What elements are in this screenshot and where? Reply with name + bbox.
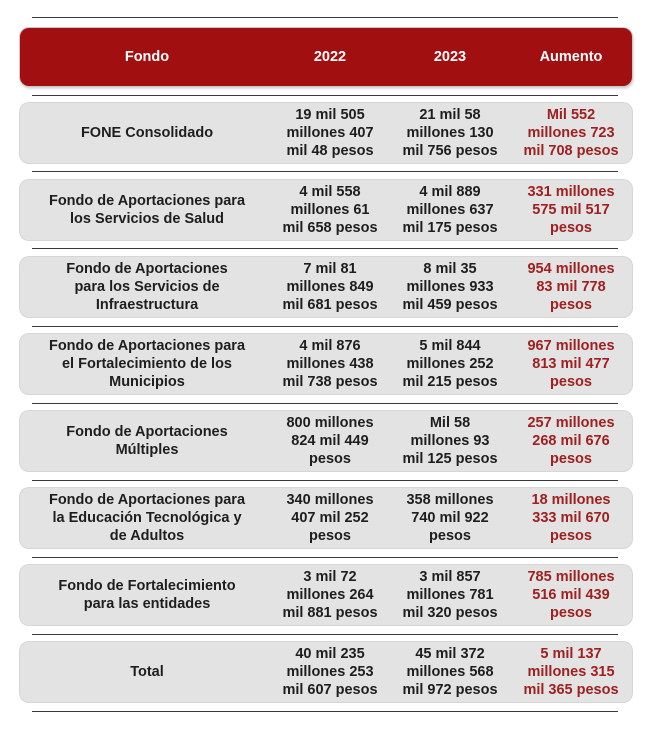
cell-aumento (510, 491, 632, 545)
cell-line: para las entidades (83, 596, 211, 612)
cell-line: 21 mil 58 (419, 107, 481, 123)
cell-line: 333 mil 670 (532, 510, 610, 526)
cell-y2022 (270, 491, 390, 545)
cell-line: Municipios (109, 374, 185, 390)
cell-fondo (20, 577, 270, 613)
cell-line: Infraestructura (95, 297, 199, 313)
cell-line: pesos (550, 528, 592, 544)
table-header (20, 28, 632, 86)
cell-line: mil 972 pesos (402, 682, 498, 698)
bottom-rule (32, 711, 618, 712)
cell-line: 575 mil 517 (532, 202, 610, 218)
cell-line: millones 849 (286, 279, 374, 295)
cell-y2022 (270, 414, 390, 468)
cell-line: mil 459 pesos (402, 297, 498, 313)
cell-line: 3 mil 857 (419, 569, 481, 585)
cell-line: 83 mil 778 (536, 279, 606, 295)
cell-y2022 (270, 260, 390, 314)
cell-line: millones 93 (410, 433, 490, 449)
cell-line: pesos (309, 451, 351, 467)
cell-line: mil 365 pesos (523, 682, 619, 698)
table-row (20, 642, 632, 702)
table-row (20, 411, 632, 471)
cell-line: millones 253 (286, 664, 374, 680)
cell-line: Fondo de Aportaciones (66, 424, 228, 440)
cell-line: mil 881 pesos (282, 605, 378, 621)
cell-aumento (510, 645, 632, 699)
cell-line: millones 315 (527, 664, 615, 680)
cell-fondo (20, 124, 270, 142)
cell-line: mil 125 pesos (402, 451, 498, 467)
cell-line: millones 130 (406, 125, 494, 141)
cell-line: 5 mil 137 (540, 646, 602, 662)
cell-y2022 (270, 337, 390, 391)
header-rule (32, 95, 618, 96)
cell-y2023 (390, 568, 510, 622)
cell-line: 813 mil 477 (532, 356, 610, 372)
header-fondo: Fondo (124, 49, 170, 65)
cell-aumento (510, 337, 632, 391)
cell-line: pesos (429, 528, 471, 544)
cell-aumento (510, 106, 632, 160)
cell-line: millones 933 (406, 279, 494, 295)
cell-line: 18 millones (531, 492, 611, 508)
row-rule (32, 248, 618, 249)
cell-fondo (20, 260, 270, 314)
cell-line: 4 mil 876 (299, 338, 361, 354)
header-2022: 2022 (313, 49, 347, 65)
cell-line: pesos (550, 605, 592, 621)
cell-line: mil 215 pesos (402, 374, 498, 390)
cell-line: millones 407 (286, 125, 374, 141)
cell-line: Total (130, 664, 164, 680)
cell-line: 407 mil 252 (291, 510, 369, 526)
cell-y2023 (390, 414, 510, 468)
cell-line: millones 723 (527, 125, 615, 141)
cell-line: Múltiples (115, 442, 179, 458)
cell-line: mil 48 pesos (286, 143, 374, 159)
cell-aumento (510, 414, 632, 468)
cell-line: pesos (309, 528, 351, 544)
cell-y2023 (390, 645, 510, 699)
table-row (20, 180, 632, 240)
cell-y2023 (390, 337, 510, 391)
table-row (20, 103, 632, 163)
cell-y2022 (270, 106, 390, 160)
cell-line: 4 mil 889 (419, 184, 481, 200)
cell-line: Fondo de Aportaciones para (48, 492, 246, 508)
cell-y2023 (390, 183, 510, 237)
cell-line: Mil 552 (546, 107, 596, 123)
cell-line: 954 millones (527, 261, 615, 277)
cell-fondo (20, 663, 270, 681)
cell-line: 516 mil 439 (532, 587, 610, 603)
cell-line: pesos (550, 374, 592, 390)
table-row (20, 334, 632, 394)
cell-line: mil 681 pesos (282, 297, 378, 313)
cell-line: 8 mil 35 (423, 261, 477, 277)
cell-line: 45 mil 372 (415, 646, 485, 662)
row-rule (32, 634, 618, 635)
header-2023: 2023 (433, 49, 467, 65)
cell-line: Fondo de Fortalecimiento (58, 578, 236, 594)
cell-line: pesos (550, 220, 592, 236)
cell-line: FONE Consolidado (80, 125, 214, 141)
cell-line: millones 637 (406, 202, 494, 218)
cell-line: 40 mil 235 (295, 646, 365, 662)
cell-line: 3 mil 72 (303, 569, 357, 585)
cell-line: mil 658 pesos (282, 220, 378, 236)
cell-line: mil 708 pesos (523, 143, 619, 159)
cell-line: pesos (550, 451, 592, 467)
cell-line: el Fortalecimiento de los (61, 356, 232, 372)
cell-line: mil 756 pesos (402, 143, 498, 159)
cell-line: los Servicios de Salud (70, 211, 224, 227)
cell-line: 4 mil 558 (299, 184, 361, 200)
cell-line: de Adultos (109, 528, 185, 544)
cell-line: millones 568 (406, 664, 494, 680)
cell-line: Mil 58 (429, 415, 471, 431)
cell-y2022 (270, 645, 390, 699)
cell-line: 19 mil 505 (295, 107, 365, 123)
row-rule (32, 557, 618, 558)
cell-line: Fondo de Aportaciones para (48, 338, 246, 354)
cell-line: para los Servicios de (74, 279, 220, 295)
cell-y2023 (390, 491, 510, 545)
cell-aumento (510, 183, 632, 237)
cell-line: 967 millones (527, 338, 615, 354)
cell-line: la Educación Tecnológica y (52, 510, 242, 526)
cell-line: 5 mil 844 (419, 338, 481, 354)
row-rule (32, 403, 618, 404)
cell-line: mil 320 pesos (402, 605, 498, 621)
table-row (20, 565, 632, 625)
cell-line: 740 mil 922 (411, 510, 489, 526)
cell-fondo (20, 192, 270, 228)
cell-line: 824 mil 449 (291, 433, 369, 449)
top-rule (32, 17, 618, 18)
header-aumento: Aumento (539, 49, 603, 65)
cell-line: Fondo de Aportaciones (66, 261, 228, 277)
cell-line: 800 millones (286, 415, 374, 431)
cell-y2022 (270, 183, 390, 237)
cell-line: millones 252 (406, 356, 494, 372)
cell-aumento (510, 260, 632, 314)
cell-aumento (510, 568, 632, 622)
cell-line: millones 61 (290, 202, 370, 218)
cell-line: 340 millones (286, 492, 374, 508)
cell-y2023 (390, 106, 510, 160)
table-row (20, 257, 632, 317)
cell-y2023 (390, 260, 510, 314)
cell-line: 785 millones (527, 569, 615, 585)
cell-line: 268 mil 676 (532, 433, 610, 449)
cell-line: 331 millones (527, 184, 615, 200)
cell-fondo (20, 491, 270, 545)
cell-line: 257 millones (527, 415, 615, 431)
row-rule (32, 480, 618, 481)
cell-line: millones 781 (406, 587, 494, 603)
cell-line: Fondo de Aportaciones para (48, 193, 246, 209)
cell-line: mil 175 pesos (402, 220, 498, 236)
table-row (20, 488, 632, 548)
cell-line: mil 738 pesos (282, 374, 378, 390)
row-rule (32, 171, 618, 172)
cell-fondo (20, 423, 270, 459)
cell-line: pesos (550, 297, 592, 313)
cell-line: 358 millones (406, 492, 494, 508)
cell-line: millones 264 (286, 587, 374, 603)
cell-line: mil 607 pesos (282, 682, 378, 698)
cell-line: 7 mil 81 (303, 261, 357, 277)
cell-line: millones 438 (286, 356, 374, 372)
row-rule (32, 326, 618, 327)
cell-y2022 (270, 568, 390, 622)
cell-fondo (20, 337, 270, 391)
